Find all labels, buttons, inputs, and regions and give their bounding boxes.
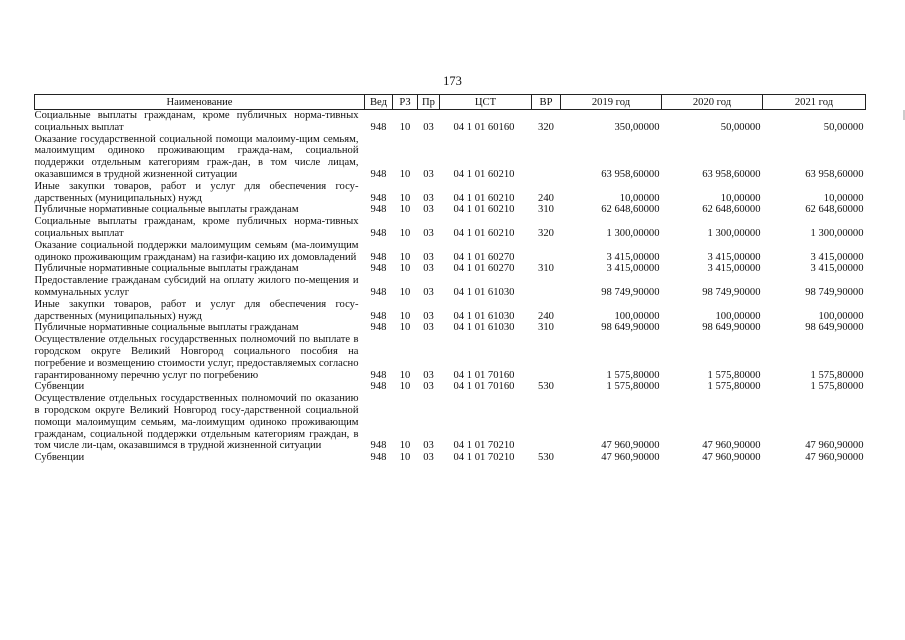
row-cst: 04 1 01 60210	[453, 227, 515, 239]
row-pr: 03	[423, 192, 434, 204]
row-vr	[532, 275, 561, 299]
row-cst: 04 1 01 60210	[453, 168, 515, 180]
row-vr: 310	[538, 322, 554, 334]
row-ved: 948	[370, 369, 387, 381]
row-pr: 03	[423, 381, 434, 393]
row-amount-2020: 98 749,90000	[702, 286, 761, 298]
row-amount-2020: 47 960,90000	[702, 440, 761, 452]
row-amount-2021: 47 960,90000	[805, 452, 864, 464]
row-amount-2019: 3 415,00000	[606, 251, 660, 263]
row-amount-2021: 3 415,00000	[810, 251, 864, 263]
row-amount-2021: 63 958,60000	[805, 168, 864, 180]
header-2019: 2019 год	[561, 95, 662, 110]
row-cst: 04 1 01 60270	[453, 251, 515, 263]
row-rz: 10	[399, 322, 411, 334]
row-rz: 10	[399, 192, 411, 204]
row-vr: 320	[538, 121, 554, 133]
row-amount-2021: 1 575,80000	[810, 369, 864, 381]
row-pr: 03	[423, 227, 434, 239]
row-amount-2021: 100,00000	[818, 310, 864, 322]
row-vr: 240	[538, 192, 554, 204]
row-vr: 320	[538, 227, 554, 239]
row-rz: 10	[399, 369, 411, 381]
row-cst: 04 1 01 61030	[453, 322, 515, 334]
table-header-row	[35, 95, 866, 110]
row-name: Публичные нормативные социальные выплаты гражданам	[34, 263, 299, 275]
table-row	[35, 216, 866, 240]
row-amount-2019: 47 960,90000	[601, 452, 660, 464]
row-rz: 10	[399, 286, 411, 298]
row-amount-2021: 62 648,60000	[805, 204, 864, 216]
row-cst: 04 1 01 60270	[453, 263, 515, 275]
row-amount-2020: 3 415,00000	[707, 251, 761, 263]
header-rz: РЗ	[393, 95, 418, 110]
row-amount-2021: 47 960,90000	[805, 440, 864, 452]
row-name: Иные закупки товаров, работ и услуг для обеспечения госу-дарственных (муниципальных) нужд	[34, 298, 359, 322]
row-amount-2019: 1 575,80000	[606, 381, 660, 393]
row-amount-2020: 3 415,00000	[707, 263, 761, 275]
row-amount-2020: 98 649,90000	[702, 322, 761, 334]
row-ved: 948	[370, 322, 387, 334]
row-vr: 240	[538, 310, 554, 322]
row-amount-2020: 63 958,60000	[702, 168, 761, 180]
row-cst: 04 1 01 70210	[453, 440, 515, 452]
row-rz: 10	[399, 168, 411, 180]
row-amount-2021: 10,00000	[823, 192, 864, 204]
row-name: Осуществление отдельных государственных полномочий по выплате в городском округе Великий Новгород социального пособия на погребение и возмещению стоимости услуг, предоставляемых согласно гарантированному перечню услуг по погребению	[34, 334, 359, 381]
row-name: Социальные выплаты гражданам, кроме публичных норма-тивных социальных выплат	[34, 110, 359, 133]
row-rz: 10	[399, 452, 411, 464]
row-pr: 03	[423, 440, 434, 452]
row-vr: 310	[538, 204, 554, 216]
table-row	[35, 263, 866, 275]
table-row	[35, 322, 866, 334]
row-ved: 948	[370, 121, 387, 133]
row-ved: 948	[370, 310, 387, 322]
row-cst: 04 1 01 61030	[453, 286, 515, 298]
row-vr: 530	[538, 452, 554, 464]
row-name: Предоставление гражданам субсидий на оплату жилого по-мещения и коммунальных услуг	[34, 275, 359, 298]
row-pr: 03	[423, 251, 434, 263]
row-ved: 948	[370, 168, 387, 180]
row-ved: 948	[370, 286, 387, 298]
row-amount-2019: 63 958,60000	[601, 168, 660, 180]
budget-table	[34, 94, 866, 464]
row-ved: 948	[370, 452, 387, 464]
row-vr: 310	[538, 263, 554, 275]
row-pr: 03	[423, 263, 434, 275]
row-amount-2019: 350,00000	[614, 121, 660, 133]
row-amount-2019: 47 960,90000	[601, 440, 660, 452]
row-amount-2019: 1 575,80000	[606, 369, 660, 381]
table-row	[35, 452, 866, 464]
row-rz: 10	[399, 440, 411, 452]
row-amount-2020: 47 960,90000	[702, 452, 761, 464]
page-number: 173	[443, 74, 462, 88]
row-amount-2020: 1 575,80000	[707, 381, 761, 393]
row-pr: 03	[423, 121, 434, 133]
row-amount-2019: 1 300,00000	[606, 227, 660, 239]
table-row	[35, 134, 866, 181]
table-row	[35, 181, 866, 205]
header-pr: Пр	[418, 95, 440, 110]
row-name: Субвенции	[34, 381, 85, 393]
header-2021: 2021 год	[763, 95, 866, 110]
row-rz: 10	[399, 251, 411, 263]
row-vr: 530	[538, 381, 554, 393]
row-cst: 04 1 01 70160	[453, 369, 515, 381]
row-name: Оказание социальной поддержки малоимущим семьям (ма-лоимущим одиноко проживающим гражданам) на газифи-кацию их домовладений	[34, 239, 359, 263]
row-amount-2020: 50,00000	[720, 121, 761, 133]
row-ved: 948	[370, 263, 387, 275]
row-amount-2021: 50,00000	[823, 121, 864, 133]
row-cst: 04 1 01 60210	[453, 204, 515, 216]
row-amount-2020: 62 648,60000	[702, 204, 761, 216]
row-vr	[532, 393, 561, 452]
table-row	[35, 299, 866, 323]
row-amount-2019: 3 415,00000	[606, 263, 660, 275]
row-name: Оказание государственной социальной помощи малоиму-щим семьям, малоимущим одиноко проживающим гражда-нам, социальной поддержки отдельным категориям граж-дан, в том числе лицам, оказавшимся в трудной жизненной ситуации	[34, 133, 359, 180]
header-2020: 2020 год	[662, 95, 763, 110]
row-vr	[532, 134, 561, 181]
header-name: Наименование	[35, 95, 365, 110]
row-ved: 948	[370, 192, 387, 204]
header-vr: ВР	[532, 95, 561, 110]
row-rz: 10	[399, 381, 411, 393]
row-amount-2021: 3 415,00000	[810, 263, 864, 275]
row-amount-2021: 1 575,80000	[810, 381, 864, 393]
row-amount-2021: 1 300,00000	[810, 227, 864, 239]
row-amount-2019: 98 649,90000	[601, 322, 660, 334]
table-row	[35, 204, 866, 216]
table-row	[35, 381, 866, 393]
row-pr: 03	[423, 310, 434, 322]
row-name: Субвенции	[34, 452, 85, 464]
row-amount-2019: 98 749,90000	[601, 286, 660, 298]
row-name: Осуществление отдельных государственных полномочий по оказанию в городском округе Великий Новгород госу-дарственной социальной помощи малоимущим семьям, ма-лоимущим одиноко проживающим гражданам, социальной поддержки отдельным категориям граждан, в том числе ли-цам, оказавшимся в трудной жизненной ситуации	[34, 393, 359, 452]
row-pr: 03	[423, 322, 434, 334]
row-cst: 04 1 01 70160	[453, 381, 515, 393]
row-amount-2020: 10,00000	[720, 192, 761, 204]
row-rz: 10	[399, 204, 411, 216]
row-ved: 948	[370, 381, 387, 393]
row-amount-2019: 100,00000	[614, 310, 660, 322]
row-amount-2020: 100,00000	[715, 310, 761, 322]
row-ved: 948	[370, 204, 387, 216]
table-row	[35, 334, 866, 381]
row-amount-2021: 98 749,90000	[805, 286, 864, 298]
row-cst: 04 1 01 60210	[453, 192, 515, 204]
row-rz: 10	[399, 310, 411, 322]
row-ved: 948	[370, 440, 387, 452]
row-cst: 04 1 01 61030	[453, 310, 515, 322]
row-amount-2020: 1 300,00000	[707, 227, 761, 239]
header-cst: ЦСТ	[440, 95, 532, 110]
row-vr	[532, 334, 561, 381]
row-name: Иные закупки товаров, работ и услуг для обеспечения госу-дарственных (муниципальных) нужд	[34, 180, 359, 204]
row-ved: 948	[370, 251, 387, 263]
table-row	[35, 393, 866, 452]
row-vr	[532, 240, 561, 264]
row-name: Публичные нормативные социальные выплаты гражданам	[34, 204, 299, 216]
row-pr: 03	[423, 452, 434, 464]
row-cst: 04 1 01 70210	[453, 452, 515, 464]
row-amount-2020: 1 575,80000	[707, 369, 761, 381]
row-rz: 10	[399, 121, 411, 133]
row-amount-2019: 10,00000	[619, 192, 660, 204]
row-cst: 04 1 01 60160	[453, 121, 515, 133]
header-ved: Вед	[365, 95, 393, 110]
row-pr: 03	[423, 204, 434, 216]
row-rz: 10	[399, 263, 411, 275]
row-pr: 03	[423, 168, 434, 180]
row-amount-2021: 98 649,90000	[805, 322, 864, 334]
row-rz: 10	[399, 227, 411, 239]
table-row	[35, 240, 866, 264]
row-pr: 03	[423, 286, 434, 298]
row-name: Социальные выплаты гражданам, кроме публичных норма-тивных социальных выплат	[34, 216, 359, 239]
row-amount-2019: 62 648,60000	[601, 204, 660, 216]
table-row	[35, 275, 866, 299]
row-name: Публичные нормативные социальные выплаты гражданам	[34, 322, 299, 334]
row-ved: 948	[370, 227, 387, 239]
table-row	[35, 110, 866, 134]
row-pr: 03	[423, 369, 434, 381]
